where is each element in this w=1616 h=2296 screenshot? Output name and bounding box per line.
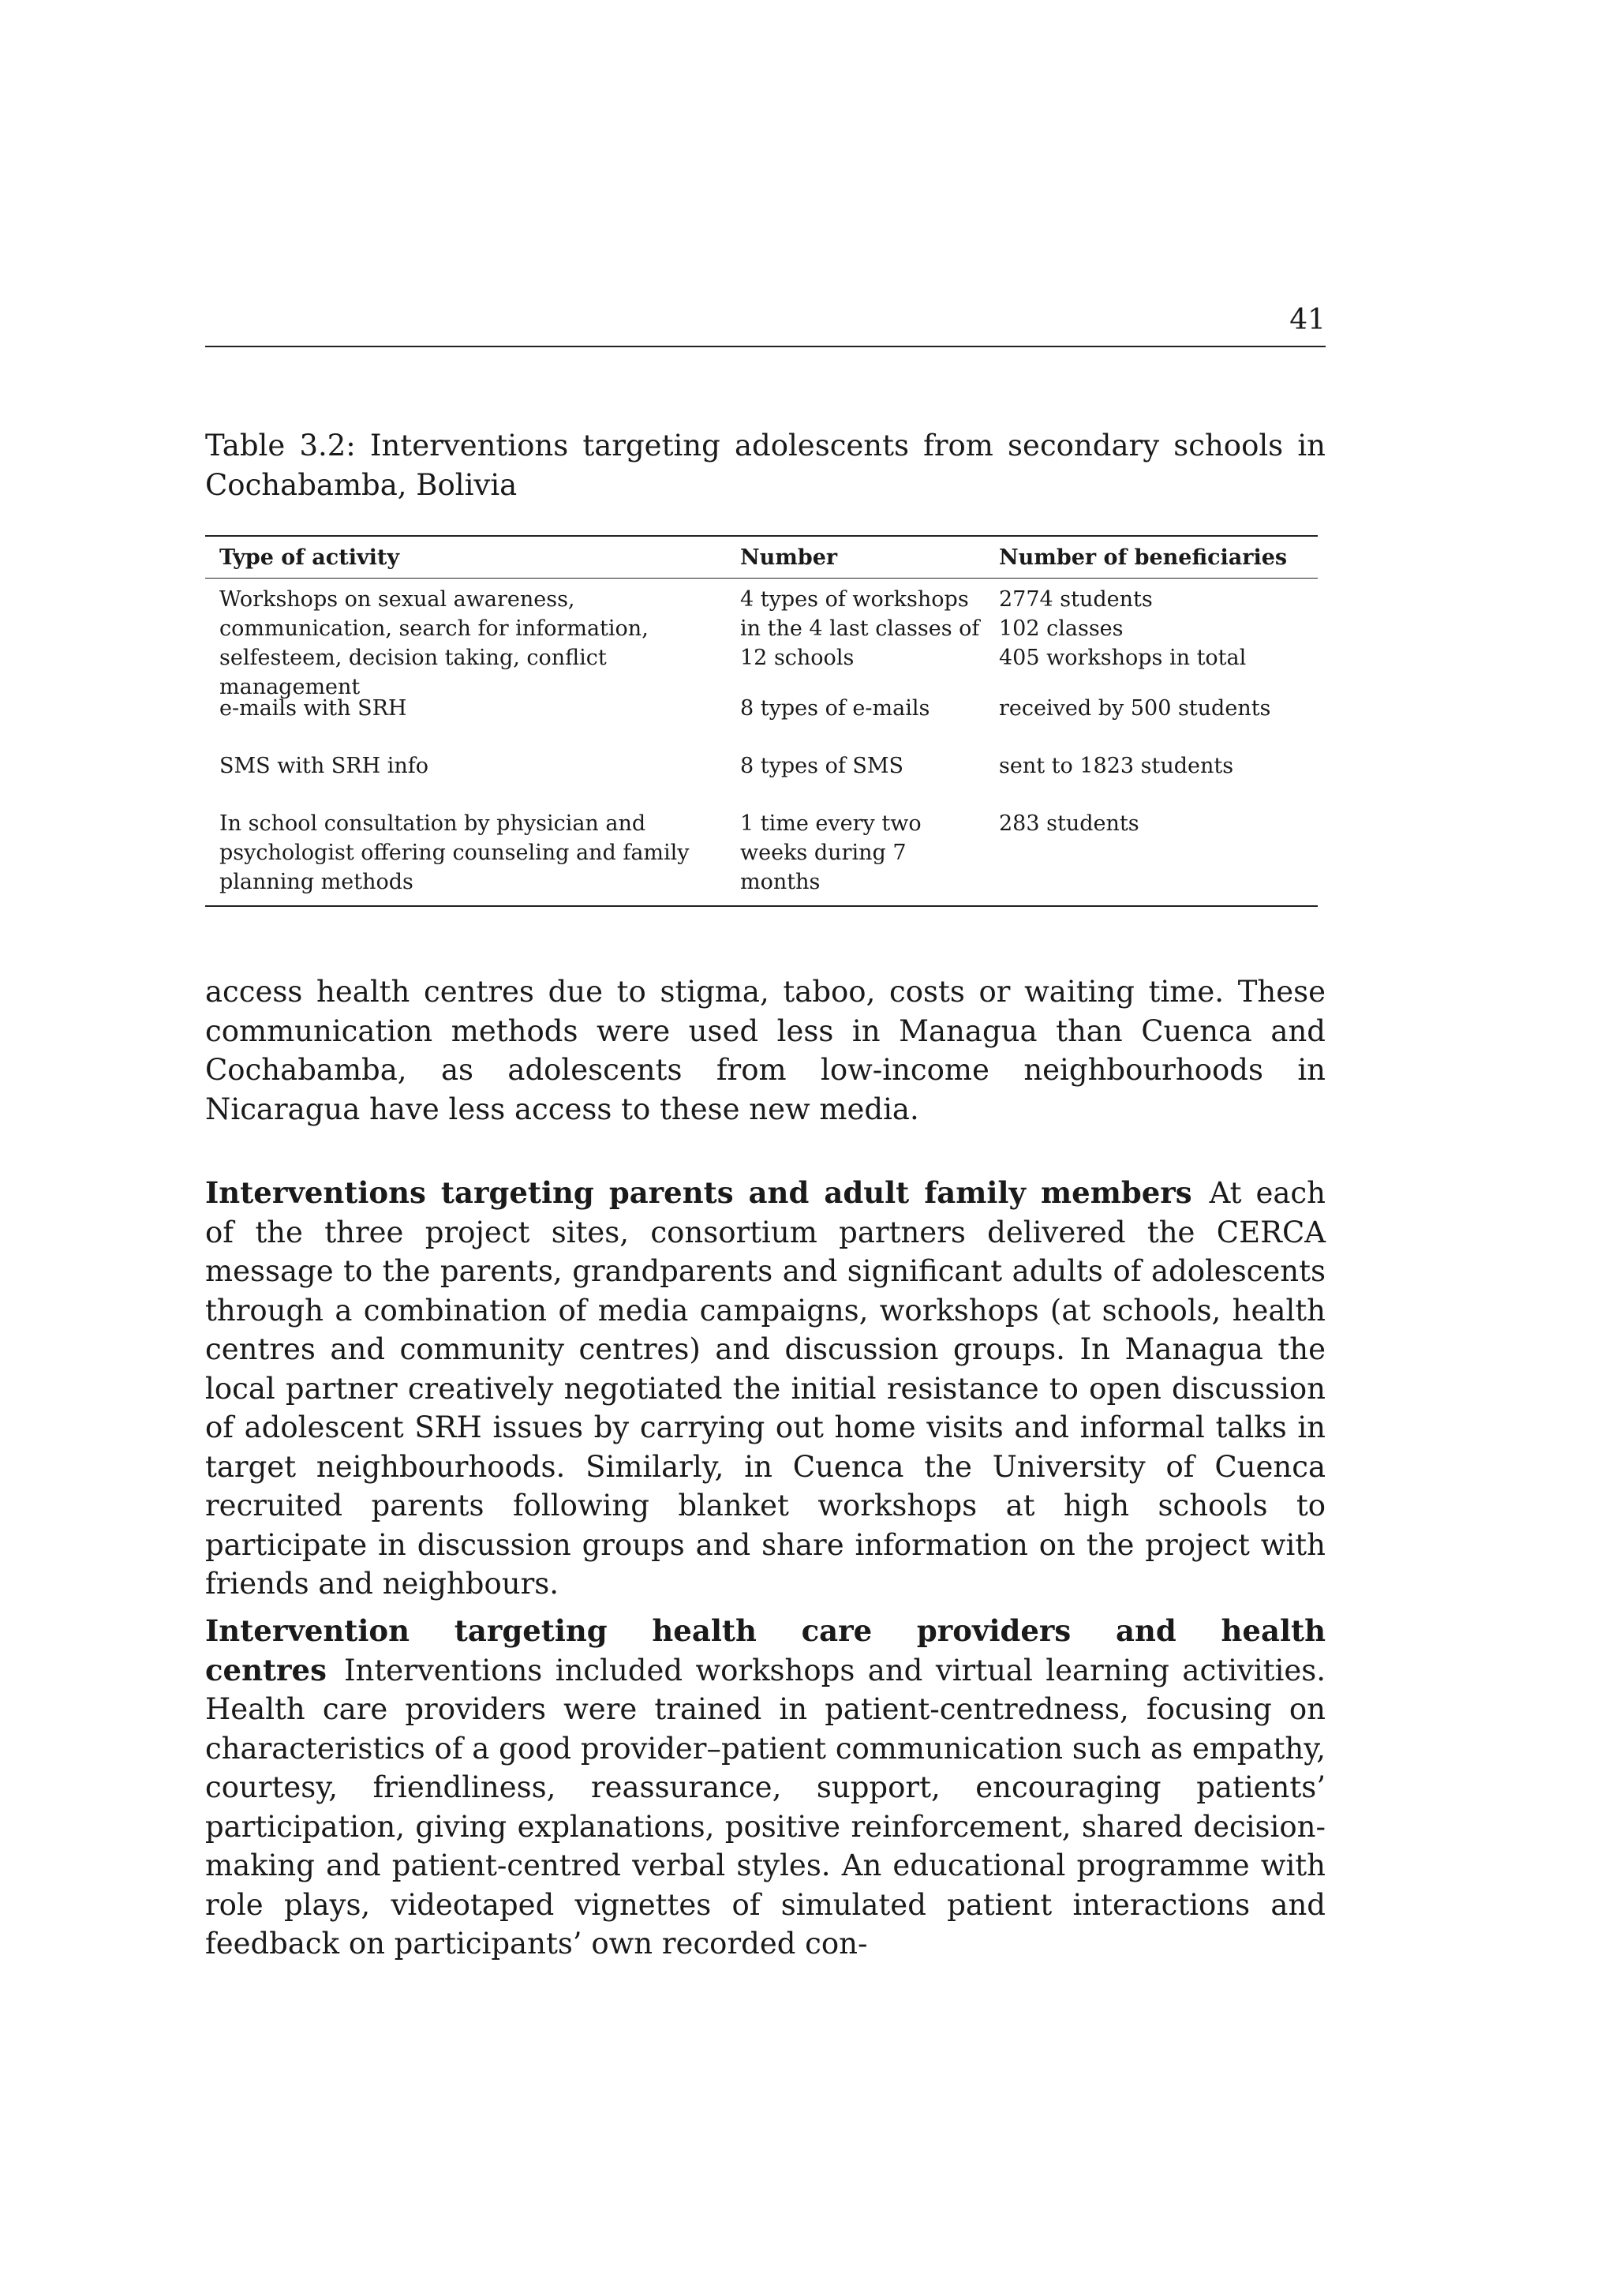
table-caption: Table 3.2: Interventions targeting adolescents from secondary schools in Cochabamba, Bolivia (205, 429, 1326, 502)
cell-number: 8 types of e-mails (740, 696, 930, 721)
table-row (205, 672, 1318, 729)
cell-number: 1 time every two weeks during 7 months (740, 811, 922, 894)
cell-activity: Workshops on sexual awareness, communication, search for information, selfesteem, decision taking, conflict management (219, 587, 649, 699)
paragraph-heading-providers: Intervention targeting health care providers and health centres (205, 1613, 1326, 1687)
table-row (205, 787, 1318, 902)
cell-beneficiaries: 283 students (999, 811, 1139, 836)
cell-number: 8 types of SMS (740, 754, 904, 778)
paragraph-text-providers: Interventions included workshops and virtual learning activities. Health care providers were trained in patient-centredness, focusing on characteristics of a good provider–patient communication such as empathy, courtesy, friendliness, reassurance, support, encouraging patients’ participation, giving explanations, positive reinforcement, shared decision-making and patient-centred verbal styles. An educational programme with role plays, videotaped vignettes of simulated patient interactions and feedback on participants’ own recorded con- (205, 1653, 1326, 1961)
cell-activity: e-mails with SRH (219, 696, 407, 721)
interventions-table (205, 535, 1318, 907)
cell-activity: SMS with SRH info (219, 754, 429, 778)
column-header-beneficiaries: Number of beneficiaries (999, 545, 1288, 570)
page-header (205, 300, 1326, 347)
paragraph-heading-parents: Interventions targeting parents and adult family members (205, 1175, 1192, 1210)
table-header-row (205, 537, 1318, 579)
cell-beneficiaries: received by 500 students (999, 696, 1271, 721)
cell-beneficiaries: 2774 students 102 classes 405 workshops in total (999, 587, 1247, 670)
cell-number: 4 types of workshops in the 4 last classes of 12 schools (740, 587, 980, 670)
cell-beneficiaries: sent to 1823 students (999, 754, 1234, 778)
table-row (205, 729, 1318, 787)
paragraph-text-parents: At each of the three project sites, consortium partners delivered the CERCA message to the parents, grandparents and significant adults of adolescents through a combination of media campaigns, workshops (at schools, health centres and community centres) and discussion groups. In Managua the local partner creatively negotiated the initial resistance to open discussion of adolescent SRH issues by carrying out home visits and informal talks in target neighbourhoods. Similarly, in Cuenca the University of Cuenca recruited parents following blanket workshops at high schools to participate in discussion groups and share information on the project with friends and neighbours. (205, 1176, 1326, 1601)
body-paragraph-3 (205, 1612, 1326, 1964)
column-header-activity: Type of activity (219, 545, 400, 570)
page-number: 41 (1289, 304, 1326, 336)
table-row (205, 579, 1318, 699)
body-paragraph-1: access health centres due to stigma, taboo, costs or waiting time. These communication methods were used less in Managua than Cuenca and Cochabamba, as adolescents from low-income neighbourhoods in Nicaragua have less access to these new media. (205, 975, 1326, 1126)
table-body (205, 579, 1318, 905)
cell-activity: In school consultation by physician and psychologist offering counseling and family planning methods (219, 811, 690, 894)
body-paragraph-2 (205, 1174, 1326, 1604)
column-header-number: Number (740, 545, 838, 570)
